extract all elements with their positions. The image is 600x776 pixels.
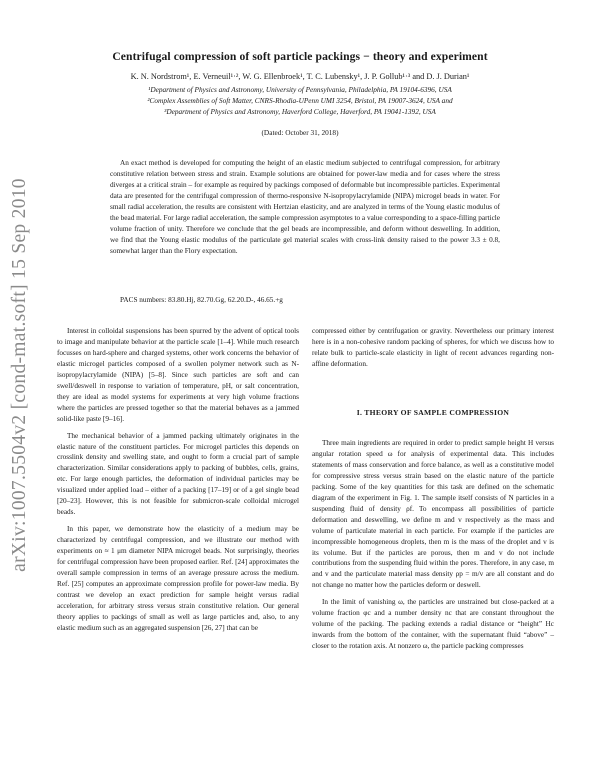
- pacs-numbers: PACS numbers: 83.80.Hj, 82.70.Gg, 62.20.D-, 46.65.+g: [120, 296, 283, 304]
- paper-title: Centrifugal compression of soft particle packings − theory and experiment: [112, 50, 488, 63]
- paragraph: In this paper, we demonstrate how the elasticity of a medium may be characterized by centrifugal compression, and we illustrate our method with experiments on ≈ 1 μm diameter NIPA microgel beads. Not surprisingly, theories for centrifugal compression have been proposed earlier. Ref. [24] approximates the overall sample compression in terms of an average pressure across the medium. Ref. [25] computes an approximate compression profile for power-law media. By contrast we develop an exact prediction for sample height versus radial acceleration, for arbitrary stress versus strain constitutive relation. Our general theory applies to packings of small as well as large particles and, also, to any elastic medium such as an aggregated suspension [26, 27] that can be: [57, 525, 299, 632]
- abstract: An exact method is developed for computing the height of an elastic medium subjected to centrifugal compression, for arbitrary constitutive relation between stress and strain. Example solutions are obtained for power-law media and for cases where the stress diverges at a critical strain – for example as required by packings composed of deformable but incompressible particles. Experimental data are presented for the centrifugal compression of thermo-responsive N-isopropylacrylamide (NIPA) microgel beads in water. For small radial acceleration, the results are consistent with Hertzian elasticity, and are analyzed in terms of the Young elastic modulus of the bead material. For large radial acceleration, the sample compression asymptotes to a value corresponding to a space-filling particle volume fraction of unity. Therefore we conclude that the gel beads are incompressible, and deform without deswelling. In addition, we find that the Young elastic modulus of the particulate gel material scales with cross-link density raised to the power 3.3 ± 0.8, somewhat larger than the Flory expectation.: [110, 159, 501, 255]
- affiliation-2: ²Complex Assemblies of Soft Matter, CNRS-Rhodia-UPenn UMI 3254, Bristol, PA 19007-3624, USA and: [147, 96, 453, 105]
- paragraph: The mechanical behavior of a jammed packing ultimately originates in the elastic nature of the constituent particles. For microgel particles this depends on crosslink density and swelling state, and ought to form a crucial part of sample characterization. Similar considerations apply to packing of bubbles, cells, grains, etc. For large enough particles, the deformation of individual particles may be visualized under applied load – either of a packing [17–19] or of a gel single bead [20–23]. However, this is not feasible for submicron-scale colloidal microgel beads.: [57, 431, 299, 517]
- paragraph: compressed either by centrifugation or gravity. Nevertheless our primary interest here is in a non-cohesive random packing of spheres, for which we discuss how to relate bulk to particle-scale elasticity in light of recent advances regarding non-affine deformation.: [312, 327, 554, 368]
- arxiv-stamp: [6, 150, 34, 600]
- left-column: [57, 326, 299, 640]
- paragraph: In the limit of vanishing ω, the particles are unstrained but close-packed at a volume fraction φc and a number density nc that are constant throughout the volume of the packing. The packing extends a radial distance or “height” Hc inwards from the bottom of the container, with the supernatant fluid “above” – closer to the rotation axis. At nonzero ω, the particle packing compresses: [312, 598, 554, 651]
- affiliation-1: ¹Department of Physics and Astronomy, University of Pennsylvania, Philadelphia, PA 19104-6396, USA: [148, 85, 452, 94]
- right-column-intro: [312, 326, 554, 376]
- arxiv-stamp-text: arXiv:1007.5504v2 [cond-mat.soft] 15 Sep 2010: [9, 178, 30, 572]
- affiliation-3: ³Department of Physics and Astronomy, Haverford College, Haverford, PA 19041-1392, USA: [164, 107, 436, 116]
- right-column: [312, 438, 554, 658]
- date-line: (Dated: October 31, 2018): [261, 128, 339, 137]
- paragraph: Interest in colloidal suspensions has been spurred by the advent of optical tools to image and manipulate behavior at the particle scale [1–4]. While much research focusses on hard-sphere and charged systems, other work concerns the behavior of elastic microgel particles composed of a swollen polymer network such as N-isopropylacrylamide (NIPA) [5–8]. Since such particles are soft and can swell/deswell in response to variation of temperature, pH, or salt concentration, they are ideal as model systems for experiments at very high volume fractions where the particles are pressed together so that the material behaves as a jammed solid-like paste [9–16].: [57, 327, 299, 423]
- author-list: K. N. Nordstrom¹, E. Verneuil¹·², W. G. Ellenbroek¹, T. C. Lubensky¹, J. P. Gollub¹·³ and D. J. Durian¹: [130, 72, 470, 81]
- paragraph: Three main ingredients are required in order to predict sample height H versus angular rotation speed ω for analysis of experimental data. This includes statements of mass conservation and force balance, as well as a constitutive model for compressive stress versus strain based on the elastic nature of the particle packing. Some of the key quantities for this task are defined on the schematic diagram of the experiment in Fig. 1. The sample itself consists of N particles in a suspending fluid of density ρf. To encompass all possibilities of particle deformation and deswelling, we define m and v respectively as the mass and volume of particulate material in each particle. For example if the particles are incompressible homogeneous droplets, then m is the mass of the droplet and v is its volume. But if the particles are porous, then m and v do not include contributions from the suspending fluid within the pores. Therefore, in any case, m and v and the particulate material mass density ρp = m/v are all constant and do not change no matter how the particles deform or deswell.: [312, 439, 554, 590]
- section-heading: I. THEORY OF SAMPLE COMPRESSION: [356, 408, 510, 417]
